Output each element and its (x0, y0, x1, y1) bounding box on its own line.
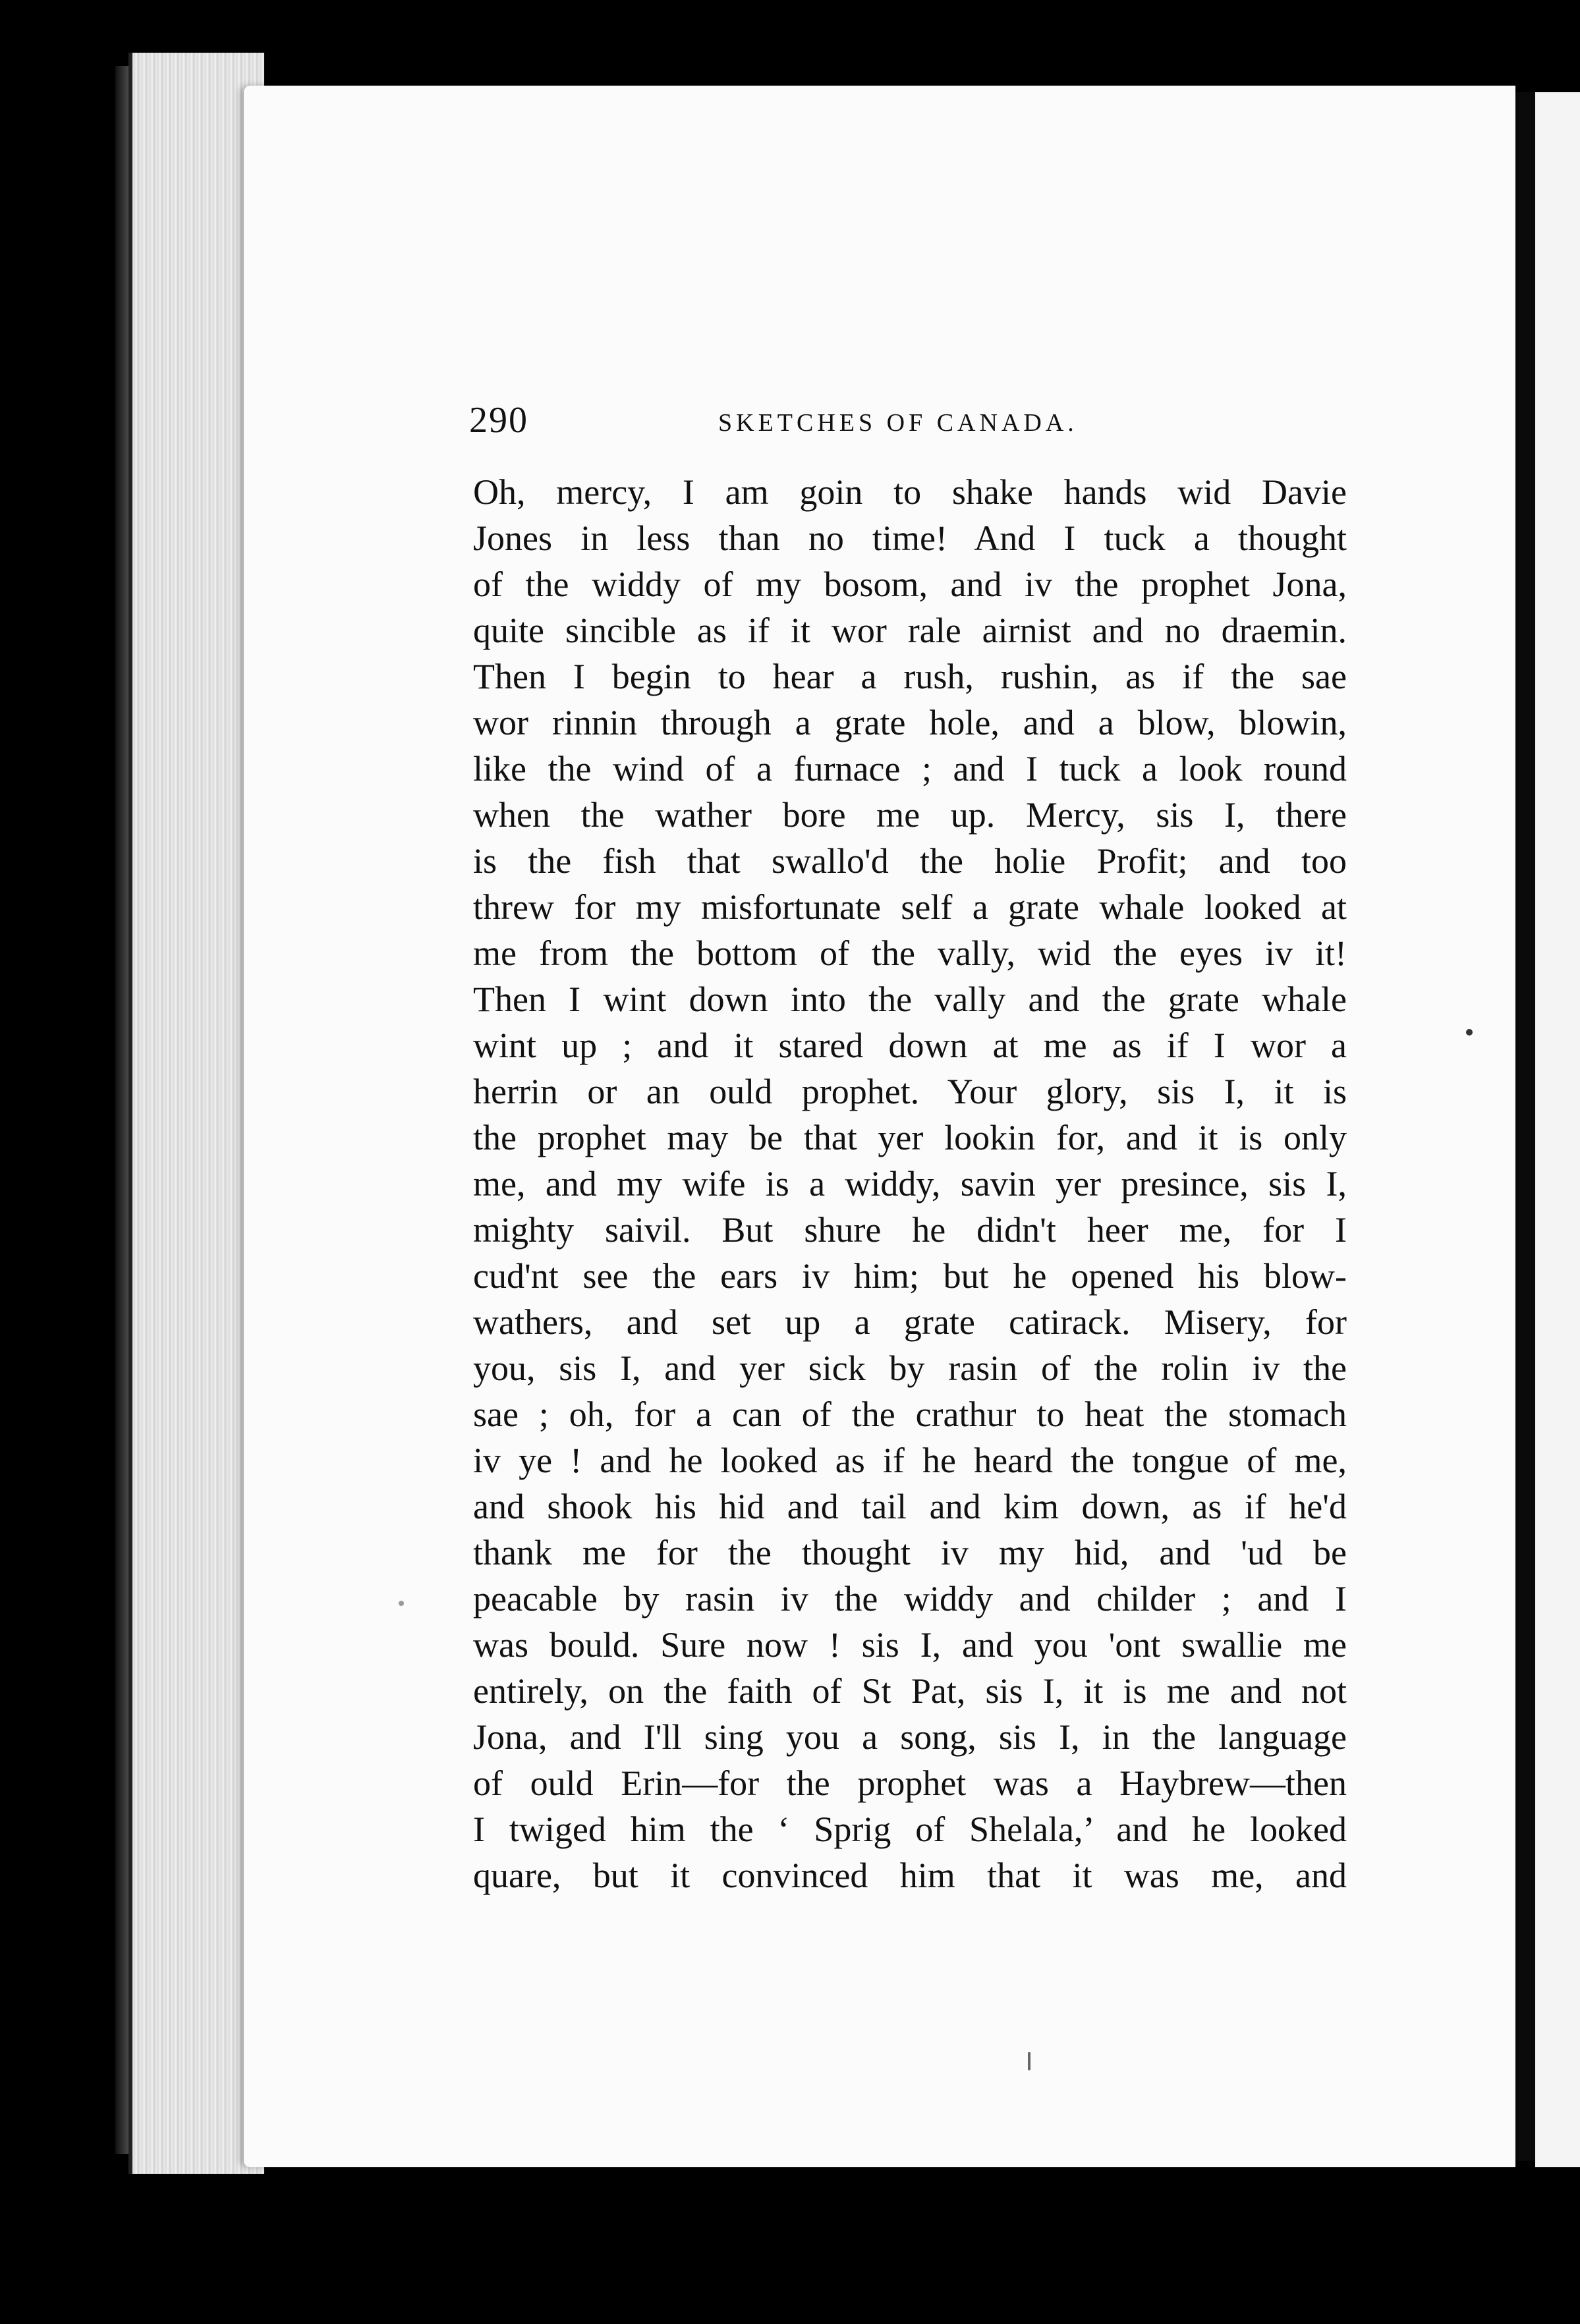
text-line: was bould. Sure now ! sis I, and you 'ont swallie me (473, 1625, 1347, 1665)
text-line: is the fish that swallo'd the holie Profit; and too (473, 841, 1347, 881)
text-line: me, and my wife is a widdy, savin yer presince, sis I, (473, 1164, 1347, 1204)
text-line: Jones in less than no time! And I tuck a thought (473, 518, 1347, 558)
text-line: I twiged him the ‘ Sprig of Shelala,’ and he looked (473, 1810, 1347, 1849)
text-line: peacable by rasin iv the widdy and childer ; and I (473, 1579, 1347, 1618)
facing-page-edge (1535, 92, 1580, 2167)
scan-speck (399, 1601, 404, 1606)
text-line: threw for my misfortunate self a grate whale looked at (473, 887, 1347, 927)
text-line: Oh, mercy, I am goin to shake hands wid Davie (473, 472, 1347, 512)
text-line: you, sis I, and yer sick by rasin of the rolin iv the (473, 1348, 1347, 1388)
text-line: wathers, and set up a grate catirack. Misery, for (473, 1302, 1347, 1342)
running-head: SKETCHES OF CANADA. (718, 409, 1078, 437)
text-line: like the wind of a furnace ; and I tuck a look round (473, 749, 1347, 788)
text-line: wint up ; and it stared down at me as if I wor a (473, 1026, 1347, 1065)
scan-speck (1028, 2052, 1030, 2070)
text-line: the prophet may be that yer lookin for, and it is only (473, 1118, 1347, 1157)
text-line: iv ye ! and he looked as if he heard the tongue of me, (473, 1441, 1347, 1480)
text-line: herrin or an ould prophet. Your glory, sis I, it is (473, 1072, 1347, 1111)
text-line: when the wather bore me up. Mercy, sis I, there (473, 795, 1347, 835)
text-line: of the widdy of my bosom, and iv the prophet Jona, (473, 565, 1347, 604)
text-line: of ould Erin—for the prophet was a Haybrew—then (473, 1763, 1347, 1803)
text-line: Then I wint down into the vally and the grate whale (473, 980, 1347, 1019)
text-line: thank me for the thought iv my hid, and 'ud be (473, 1533, 1347, 1572)
text-line: and shook his hid and tail and kim down, as if he'd (473, 1487, 1347, 1526)
text-line: cud'nt see the ears iv him; but he opened his blow- (473, 1256, 1347, 1296)
scan-speck (1466, 1029, 1473, 1036)
text-line: quare, but it convinced him that it was me, and (473, 1856, 1347, 1895)
page-number: 290 (469, 400, 528, 441)
text-line: mighty saivil. But shure he didn't heer me, for I (473, 1210, 1347, 1250)
text-line: Then I begin to hear a rush, rushin, as if the sae (473, 657, 1347, 696)
body-text (473, 469, 1347, 1898)
text-line: wor rinnin through a grate hole, and a blow, blowin, (473, 703, 1347, 742)
text-line: Jona, and I'll sing you a song, sis I, in the language (473, 1717, 1347, 1757)
gutter-shadow (1515, 92, 1535, 2161)
text-line: entirely, on the faith of St Pat, sis I, it is me and not (473, 1671, 1347, 1711)
text-line: sae ; oh, for a can of the crathur to heat the stomach (473, 1395, 1347, 1434)
text-line: quite sincible as if it wor rale airnist and no draemin. (473, 611, 1347, 650)
text-line: me from the bottom of the vally, wid the eyes iv it! (473, 933, 1347, 973)
page-header (469, 399, 1345, 445)
